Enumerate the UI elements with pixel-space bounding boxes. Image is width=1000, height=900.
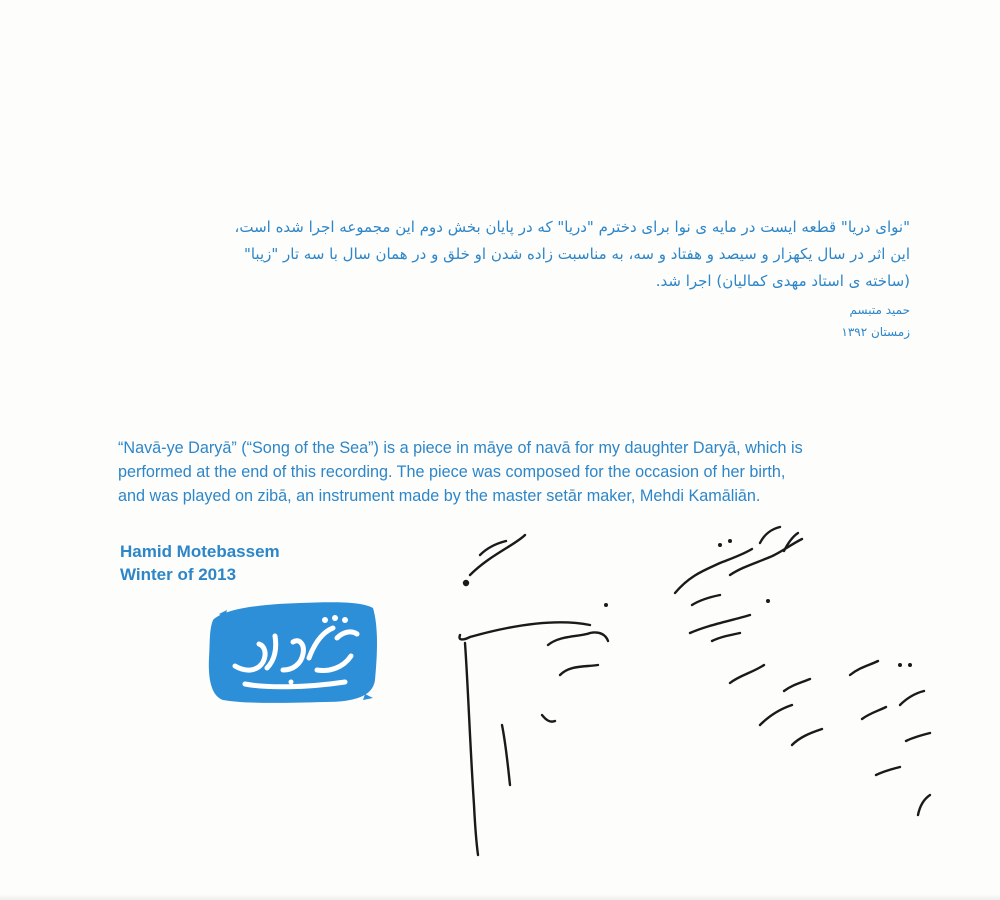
persian-paragraph-line-3: (ساخته ی استاد مهدی کمالیان) اجرا شد. bbox=[655, 272, 910, 290]
english-paragraph-line-1: “Navā-ye Daryā” (“Song of the Sea”) is a piece in māye of navā for my daughter Daryā, which is bbox=[118, 439, 803, 457]
english-text-block bbox=[118, 436, 918, 508]
english-paragraph-line-3: and was played on zibā, an instrument made by the master setār maker, Mehdi Kamāliān. bbox=[118, 487, 761, 505]
persian-signature-date: زمستان ۱۳۹۲ bbox=[841, 325, 910, 339]
handwriting-dots bbox=[604, 539, 912, 667]
scan-shadow-edge bbox=[0, 894, 1000, 900]
english-signature bbox=[120, 540, 280, 586]
handwritten-signature bbox=[430, 515, 950, 865]
persian-paragraph-line-2: این اثر در سال یکهزار و سیصد و هفتاد و سه، به مناسبت زاده شدن او خلق و در همان سال با سه تار "زیبا" bbox=[243, 245, 910, 263]
persian-signature-name: حمید متبسم bbox=[849, 303, 910, 317]
english-signature-name: Hamid Motebassem bbox=[120, 542, 280, 561]
english-paragraph-line-2: performed at the end of this recording. The piece was composed for the occasion of her birth, bbox=[118, 463, 786, 481]
persian-text-block bbox=[190, 214, 910, 343]
english-signature-date: Winter of 2013 bbox=[120, 565, 237, 584]
persian-paragraph-line-1: "نوای دریا" قطعه ایست در مایه ی نوا برای دخترم "دریا" که در پایان بخش دوم این مجموعه اجرا شده است، bbox=[234, 218, 910, 236]
motebassem-logo-stamp bbox=[205, 598, 380, 706]
